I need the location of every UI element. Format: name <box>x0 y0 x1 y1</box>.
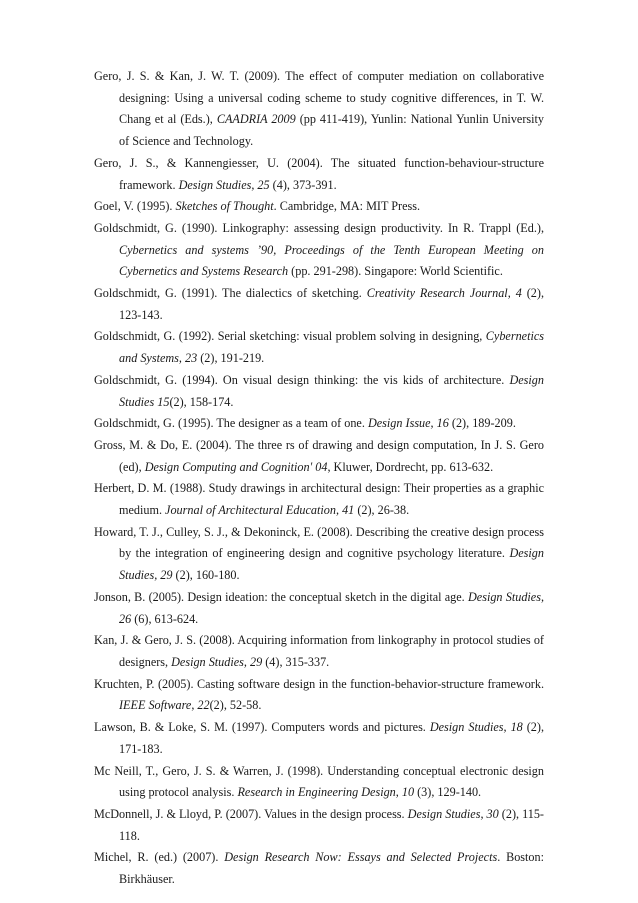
reference-title-italic: 10 <box>401 785 415 800</box>
reference-text: Gero, J. S. & Kan, J. W. T. (2009). The effect of computer mediation on collaborative designing: Using a universal coding scheme to study cognitive differences, in T. W. Chang et al (Eds.), <box>94 69 544 127</box>
reference-title-italic: Design Issue, 16 <box>367 416 449 431</box>
reference-text: (2), 191-219. <box>197 351 265 366</box>
reference-entry <box>94 522 544 587</box>
reference-text: (2), 26-38. <box>354 503 410 518</box>
reference-text: . Boston: Birkhäuser. <box>119 850 544 887</box>
reference-text: . Cambridge, MA: MIT Press. <box>273 199 421 214</box>
reference-text: Goldschmidt, G. (1990). Linkography: assessing design productivity. In R. Trappl (Ed.), <box>94 220 544 235</box>
reference-text: Gross, M. & Do, E. (2004). The three rs of drawing and design computation, In J. S. Gero (ed), <box>94 437 544 474</box>
reference-text: (6), 613-624. <box>131 611 199 626</box>
reference-text: Lawson, B. & Loke, S. M. (1997). Computers words and pictures. <box>94 720 430 735</box>
reference-text: (pp 411-419), Yunlin: National Yunlin University of Science and Technology. <box>119 112 544 149</box>
reference-text: (2), 171-183. <box>119 720 544 756</box>
reference-entry <box>94 413 544 435</box>
reference-title-italic: CAADRIA 2009 <box>216 112 296 127</box>
reference-entry <box>94 196 544 218</box>
reference-title-italic: Design Studies, 30 <box>407 806 499 821</box>
reference-text: Howard, T. J., Culley, S. J., & Dekoninck, E. (2008). Describing the creative design process by the integration of engineering design and cognitive psychology literature. <box>94 524 544 561</box>
reference-title-italic: Cybernetics and Systems, 23 <box>119 329 544 366</box>
reference-title-italic: Design Studies, 26 <box>119 589 545 626</box>
reference-text: Jonson, B. (2005). Design ideation: the conceptual sketch in the digital age. <box>94 589 468 604</box>
reference-text: (2), 189-209. <box>448 416 516 431</box>
reference-title-italic: Design Studies 15 <box>119 372 544 409</box>
reference-title-italic: Design Research Now: Essays and Selected Projects <box>224 850 498 865</box>
reference-text: (2), 160-180. <box>172 568 240 583</box>
reference-entry <box>94 630 544 673</box>
reference-title-italic: Design Studies, 29 <box>171 654 263 669</box>
reference-title-italic: Journal of Architectural Education, 41 <box>165 503 355 518</box>
reference-text: Mc Neill, T., Gero, J. S. & Warren, J. (1998). Understanding conceptual electronic design using protocol analysis. <box>94 763 544 800</box>
reference-text: (2), 123-143. <box>119 286 545 322</box>
reference-text: Kruchten, P. (2005). Casting software design in the function-behavior-structure framework. <box>94 676 544 691</box>
reference-title-italic: Creativity Research Journal, 4 <box>366 286 522 301</box>
reference-entry <box>94 804 544 847</box>
reference-entry <box>94 674 544 717</box>
reference-entry <box>94 587 544 630</box>
reference-title-italic: Design Studies, 18 <box>429 720 523 735</box>
reference-text: (4), 373-391. <box>269 177 337 192</box>
reference-text: (4), 315-337. <box>262 654 330 669</box>
reference-list <box>94 66 544 891</box>
reference-text: , Kluwer, Dordrecht, pp. 613-632. <box>327 459 494 474</box>
reference-entry <box>94 847 544 890</box>
reference-title-italic: Sketches of Thought <box>175 199 274 214</box>
reference-text: (3), 129-140. <box>414 785 482 800</box>
reference-title-italic: Research in Engineering Design <box>237 785 396 800</box>
reference-text: Michel, R. (ed.) (2007). <box>94 850 225 865</box>
reference-title-italic: 22 <box>197 698 210 713</box>
reference-text: (2), 158-174. <box>169 394 234 409</box>
reference-text: , <box>395 785 402 800</box>
reference-text: Goldschmidt, G. (1994). On visual design thinking: the vis kids of architecture. <box>94 372 510 387</box>
reference-text: Gero, J. S., & Kannengiesser, U. (2004). The situated function-behaviour-structure framework. <box>94 155 544 192</box>
reference-title-italic: IEEE Software <box>119 698 192 713</box>
reference-text: Goldschmidt, G. (1995). The designer as a team of one. <box>94 416 368 431</box>
reference-text: Goldschmidt, G. (1991). The dialectics of sketching. <box>94 286 367 301</box>
reference-text: Herbert, D. M. (1988). Study drawings in architectural design: Their properties as a graphic medium. <box>94 481 544 518</box>
reference-entry <box>94 370 544 413</box>
reference-text: McDonnell, J. & Lloyd, P. (2007). Values in the design process. <box>94 806 408 821</box>
reference-entry <box>94 761 544 804</box>
reference-text: Goel, V. (1995). <box>94 199 176 214</box>
reference-title-italic: Cybernetics and systems ’90, Proceedings of the Tenth European Meeting on Cybernetics and Systems Research <box>119 242 544 279</box>
reference-title-italic: Design Studies, 25 <box>178 177 270 192</box>
reference-text: Goldschmidt, G. (1992). Serial sketching: visual problem solving in designing, <box>94 329 486 344</box>
reference-entry <box>94 283 544 326</box>
reference-title-italic: Design Studies, 29 <box>119 546 544 583</box>
reference-entry <box>94 153 544 196</box>
reference-entry <box>94 66 544 153</box>
reference-text: (2), 115-118. <box>119 806 544 843</box>
reference-entry <box>94 717 544 760</box>
reference-text: , <box>191 698 198 713</box>
reference-entry <box>94 218 544 283</box>
reference-title-italic: Design Computing and Cognition' 04 <box>144 459 328 474</box>
reference-text: (pp. 291-298). Singapore: World Scientific. <box>288 264 503 279</box>
reference-text: Kan, J. & Gero, J. S. (2008). Acquiring information from linkography in protocol studies of designers, <box>94 633 544 669</box>
reference-text: (2), 52-58. <box>209 698 262 713</box>
reference-entry <box>94 326 544 369</box>
reference-entry <box>94 435 544 478</box>
reference-entry <box>94 478 544 521</box>
